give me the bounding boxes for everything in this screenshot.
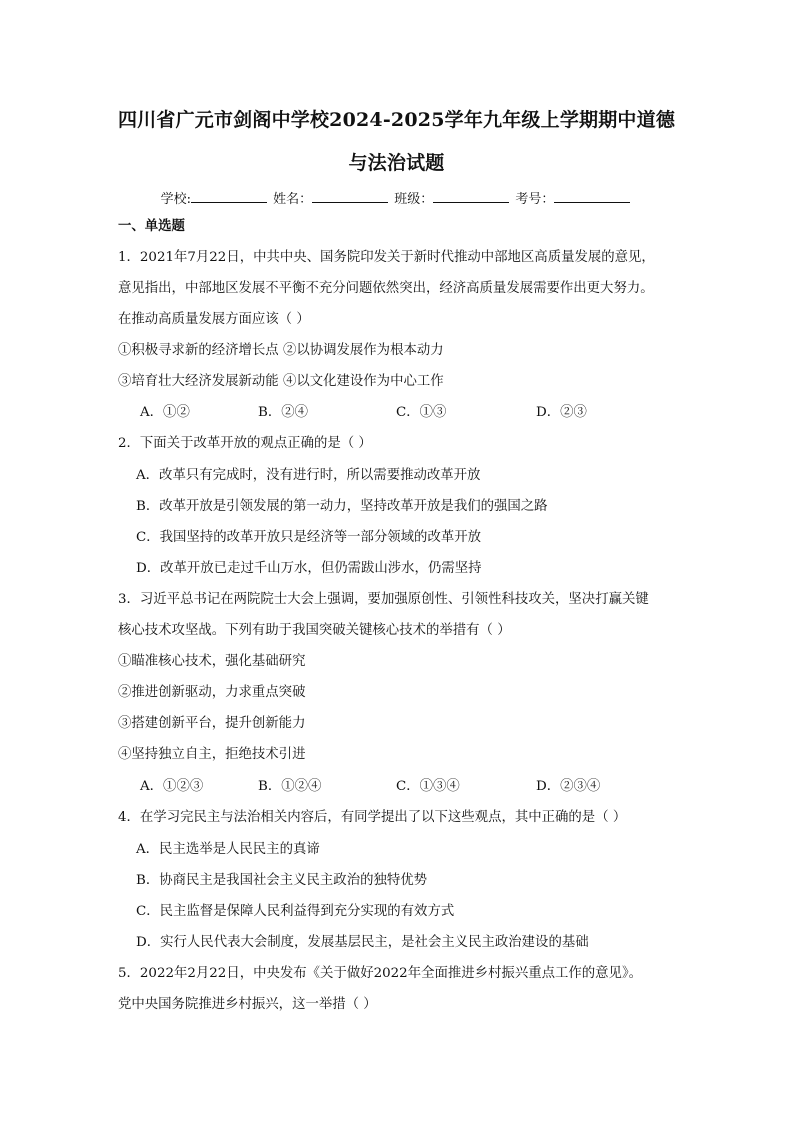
exam-no-blank: [554, 190, 630, 203]
q3-option-b[interactable]: B．①②④: [258, 779, 322, 794]
q4-option-b[interactable]: B．协商民主是我国社会主义民主政治的独特优势: [136, 873, 428, 888]
q2-option-d[interactable]: D．改革开放已走过千山万水，但仍需跋山涉水，仍需坚持: [136, 561, 482, 576]
q5-stem-line2: 党中央国务院推进乡村振兴，这一举措（ ）: [118, 997, 377, 1012]
exam-no-label: 考号：: [515, 192, 555, 207]
q4-option-a[interactable]: A．民主选举是人民民主的真谛: [136, 842, 320, 857]
name-label: 姓名：: [273, 192, 313, 207]
q3-item-2: ②推进创新驱动，力求重点突破: [118, 685, 306, 700]
q1-option-c[interactable]: C．①③: [396, 405, 447, 420]
q1-option-b[interactable]: B．②④: [258, 405, 309, 420]
q1-option-a[interactable]: A．①②: [140, 405, 190, 420]
q4-option-c[interactable]: C．民主监督是保障人民利益得到充分实现的有效方式: [136, 904, 455, 919]
school-blank: [191, 190, 267, 203]
q2-option-a[interactable]: A．改革只有完成时，没有进行时，所以需要推动改革开放: [136, 468, 481, 483]
q1-item-line1: ①积极寻求新的经济增长点 ②以协调发展作为根本动力: [118, 343, 444, 358]
q2-stem: 2．下面关于改革开放的观点正确的是（ ）: [118, 436, 372, 451]
q1-item-line2: ③培育壮大经济发展新动能 ④以文化建设作为中心工作: [118, 374, 444, 389]
class-blank: [433, 190, 509, 203]
q3-item-3: ③搭建创新平台，提升创新能力: [118, 716, 306, 731]
q3-option-a[interactable]: A．①②③: [140, 779, 204, 794]
q3-stem-line1: 3．习近平总书记在两院院士大会上强调，要加强原创性、引领性科技攻关，坚决打赢关键: [118, 592, 649, 607]
q2-option-c[interactable]: C．我国坚持的改革开放只是经济等一部分领域的改革开放: [136, 530, 482, 545]
q3-item-1: ①瞄准核心技术，强化基础研究: [118, 654, 306, 669]
section-heading: 一、单选题: [118, 218, 185, 234]
name-blank: [312, 190, 388, 203]
q4-stem: 4．在学习完民主与法治相关内容后，有同学提出了以下这些观点，其中正确的是（ ）: [118, 810, 627, 825]
exam-title-line2: 与法治试题: [348, 152, 445, 174]
class-label: 班级：: [394, 192, 434, 207]
exam-title-line1: 四川省广元市剑阁中学校2024-2025学年九年级上学期期中道德: [117, 109, 676, 131]
q3-option-d[interactable]: D．②③④: [536, 779, 601, 794]
q3-item-4: ④坚持独立自主，拒绝技术引进: [118, 747, 306, 762]
q1-stem-line1: 1．2021年7月22日，中共中央、国务院印发关于新时代推动中部地区高质量发展的意见，: [118, 250, 655, 265]
student-info-row: [0, 188, 793, 207]
q2-option-b[interactable]: B．改革开放是引领发展的第一动力，坚持改革开放是我们的强国之路: [136, 499, 548, 514]
school-label: 学校:: [160, 192, 191, 207]
q1-stem-line3: 在推动高质量发展方面应该（ ）: [118, 312, 310, 327]
q1-option-d[interactable]: D．②③: [536, 405, 587, 420]
q1-stem-line2: 意见指出，中部地区发展不平衡不充分问题依然突出，经济高质量发展需要作出更大努力。: [118, 281, 654, 296]
q4-option-d[interactable]: D．实行人民代表大会制度，发展基层民主，是社会主义民主政治建设的基础: [136, 935, 589, 950]
q3-option-c[interactable]: C．①③④: [396, 779, 460, 794]
q3-stem-line2: 核心技术攻坚战。下列有助于我国突破关键核心技术的举措有（ ）: [118, 623, 511, 638]
q5-stem-line1: 5．2022年2月22日，中央发布《关于做好2022年全面推进乡村振兴重点工作的意见》。: [118, 966, 643, 981]
